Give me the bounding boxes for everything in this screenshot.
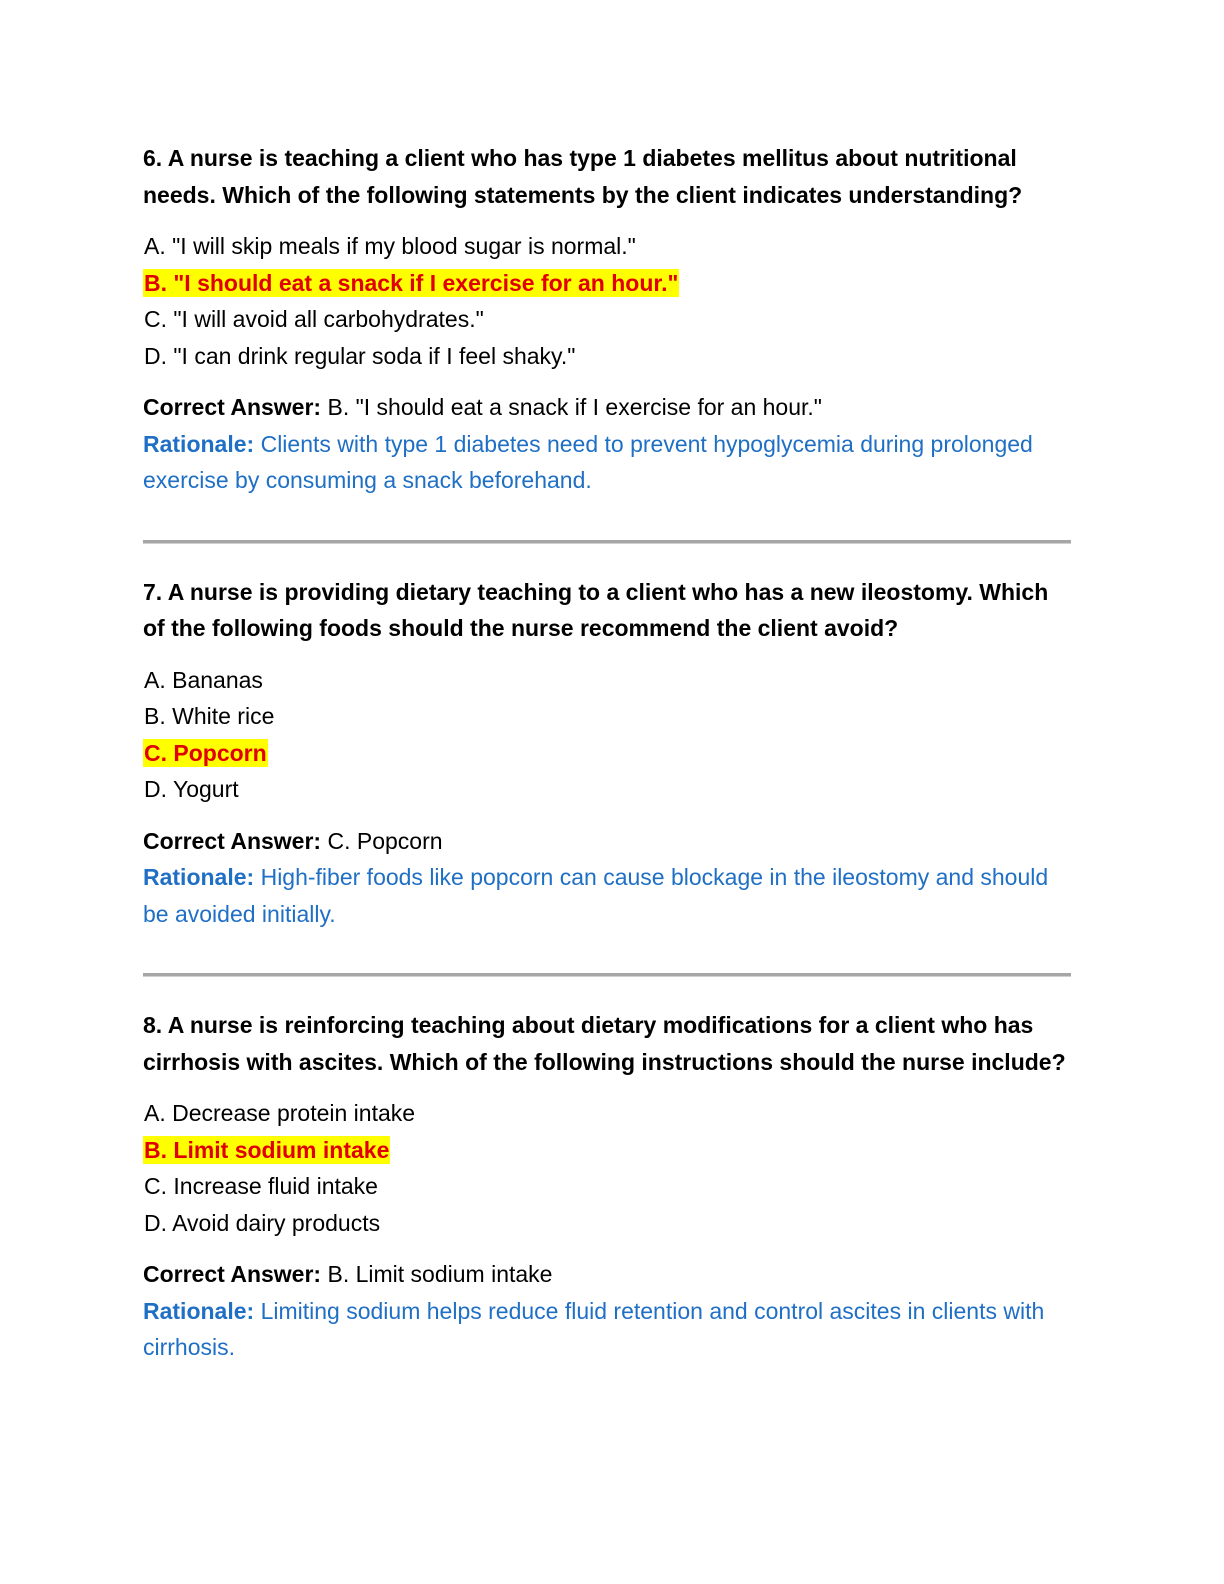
option-d: [143, 771, 1073, 808]
question-6: [143, 140, 1073, 499]
rationale-text: Clients with type 1 diabetes need to prevent hypoglycemia during prolonged exercise by consuming a snack beforehand.: [143, 430, 1033, 493]
section-divider: [143, 540, 1071, 544]
option-text: A. "I will skip meals if my blood sugar is normal.": [144, 233, 636, 259]
option-list: [143, 662, 1073, 808]
rationale: [143, 426, 1073, 499]
rationale-label: Rationale:: [143, 864, 255, 890]
option-text: B. Limit sodium intake: [144, 1136, 390, 1163]
question-7: [143, 574, 1073, 933]
option-a: [143, 662, 1073, 699]
option-b: [143, 698, 1073, 735]
option-text: C. Increase fluid intake: [144, 1173, 378, 1199]
option-b-correct: [143, 1132, 1073, 1169]
correct-answer: [143, 823, 1073, 860]
option-text: B. "I should eat a snack if I exercise for an hour.": [144, 269, 679, 296]
option-text: B. White rice: [144, 703, 275, 729]
rationale-text: High-fiber foods like popcorn can cause blockage in the ileostomy and should be avoided initially.: [143, 864, 1049, 927]
rationale: [143, 859, 1073, 932]
correct-answer-text: B. Limit sodium intake: [327, 1261, 553, 1287]
rationale-label: Rationale:: [143, 1297, 255, 1324]
rationale: [143, 1293, 1073, 1366]
option-d: [143, 1205, 1073, 1242]
section-divider: [143, 973, 1071, 977]
question-stem: 6. A nurse is teaching a client who has type 1 diabetes mellitus about nutritional needs. Which of the following statements by the client indicates understanding?: [143, 145, 1023, 208]
option-text: D. "I can drink regular soda if I feel shaky.": [144, 342, 576, 369]
question-stem: 8. A nurse is reinforcing teaching about dietary modifications for a client who has cirrhosis with ascites. Which of the following instructions should the nurse include?: [143, 1012, 1066, 1075]
option-text: D. Yogurt: [144, 776, 239, 802]
question-8: [143, 1007, 1073, 1366]
option-b-correct: [143, 265, 1073, 302]
question-stem: 7. A nurse is providing dietary teaching to a client who has a new ileostomy. Which of the following foods should the nurse recommend the client avoid?: [143, 578, 1049, 641]
correct-answer-label: Correct Answer:: [143, 394, 322, 420]
rationale-label: Rationale:: [143, 430, 255, 457]
document-page: [143, 140, 1073, 1366]
option-text: C. Popcorn: [144, 739, 267, 766]
option-a: [143, 1095, 1073, 1132]
option-c: [143, 301, 1073, 338]
correct-answer: [143, 1256, 1073, 1293]
option-list: [143, 228, 1073, 374]
option-text: C. "I will avoid all carbohydrates.": [144, 306, 484, 332]
option-c-correct: [143, 735, 1073, 772]
correct-answer-text: B. "I should eat a snack if I exercise for an hour.": [327, 394, 822, 420]
option-list: [143, 1095, 1073, 1241]
option-a: [143, 228, 1073, 265]
correct-answer: [143, 389, 1073, 426]
correct-answer-label: Correct Answer:: [143, 827, 322, 854]
correct-answer-label: Correct Answer:: [143, 1261, 322, 1287]
option-text: D. Avoid dairy products: [144, 1209, 381, 1236]
option-text: A. Bananas: [144, 666, 263, 693]
rationale-text: Limiting sodium helps reduce fluid retention and control ascites in clients with cirrhosis.: [143, 1297, 1045, 1360]
correct-answer-text: C. Popcorn: [327, 827, 443, 854]
option-text: A. Decrease protein intake: [144, 1100, 416, 1126]
option-d: [143, 338, 1073, 375]
option-c: [143, 1168, 1073, 1205]
